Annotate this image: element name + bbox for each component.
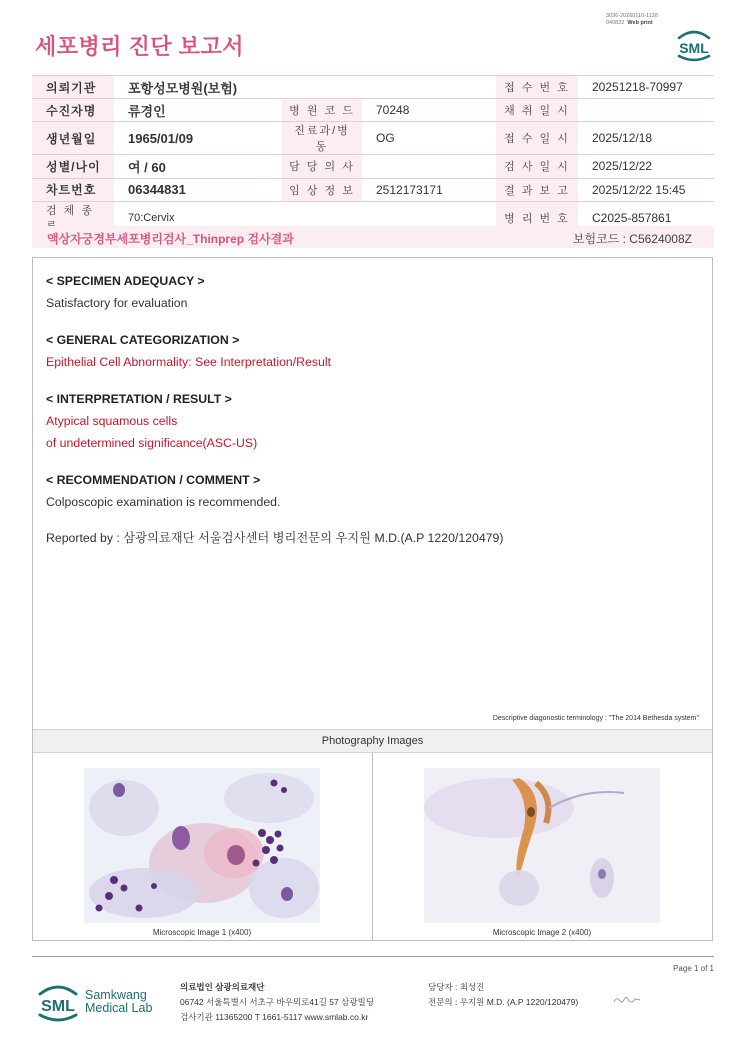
microscopic-image-1 bbox=[84, 768, 320, 923]
info-row bbox=[32, 122, 714, 155]
label-result-report: 결 과 보 고 bbox=[496, 178, 578, 201]
value-receipt-number: 20251218-70997 bbox=[578, 76, 714, 99]
insurance-code: 보험코드 : C5624008Z bbox=[572, 232, 692, 246]
value-department: OG bbox=[362, 122, 496, 155]
photo-section-header: Photography Images bbox=[33, 729, 712, 753]
recommendation-header: < RECOMMENDATION / COMMENT > bbox=[46, 473, 261, 487]
report-title: 세포병리 진단 보고서 bbox=[35, 34, 244, 59]
value-patient-name: 류경인 bbox=[114, 99, 282, 122]
label-pathology-number: 병 리 번 호 bbox=[496, 201, 578, 234]
info-row bbox=[32, 178, 714, 201]
specialist: 전문의 : 우지원 M.D. (A.P 1220/120479) bbox=[428, 997, 579, 1007]
patient-info-table bbox=[32, 75, 714, 235]
value-pathology-number: C2025-857861 bbox=[578, 201, 714, 234]
label-birth-date: 생년월일 bbox=[32, 122, 114, 155]
report-body bbox=[46, 270, 503, 549]
interpretation-line-2: of undetermined significance(ASC-US) bbox=[46, 436, 258, 450]
label-hospital-code: 병 원 코 드 bbox=[282, 99, 362, 122]
org-address: 06742 서울특별시 서초구 바우뫼로41길 57 삼광빌딩 bbox=[180, 997, 374, 1007]
sml-logo-icon bbox=[674, 25, 714, 63]
label-department: 진료과/병동 bbox=[282, 122, 362, 155]
value-clinical-info: 2512173171 bbox=[362, 178, 496, 201]
label-receipt-number: 접 수 번 호 bbox=[496, 76, 578, 99]
photo-divider bbox=[372, 753, 373, 941]
info-row bbox=[32, 155, 714, 178]
caption-image-1: Microscopic Image 1 (x400) bbox=[152, 928, 252, 937]
terminology-note: Descriptive diagonostic terminology : "The 2014 Bethesda system" bbox=[492, 715, 699, 722]
value-sex-age: 여 / 60 bbox=[114, 155, 282, 178]
label-sex-age: 성별/나이 bbox=[32, 155, 114, 178]
org-contact: 검사기관 11365200 T 1661-5117 www.smlab.co.kr bbox=[180, 1012, 369, 1022]
footer-organization bbox=[180, 980, 374, 1025]
signature-icon bbox=[612, 994, 642, 1006]
print-code-line2: 040822 Web print bbox=[606, 19, 653, 26]
svg-text:SML: SML bbox=[679, 40, 709, 56]
label-receipt-date: 접 수 일 시 bbox=[496, 122, 578, 155]
label-clinical-info: 임 상 정 보 bbox=[282, 178, 362, 201]
interpretation-line-1: Atypical squamous cells bbox=[46, 414, 178, 428]
value-test-date: 2025/12/22 bbox=[578, 155, 714, 178]
brand-line-2: Medical Lab bbox=[85, 1000, 153, 1015]
value-result-report: 2025/12/22 15:45 bbox=[578, 178, 714, 201]
value-collection-date bbox=[578, 99, 714, 122]
value-chart-number: 06344831 bbox=[114, 178, 282, 201]
value-receipt-date: 2025/12/18 bbox=[578, 122, 714, 155]
caption-image-2: Microscopic Image 2 (x400) bbox=[492, 928, 592, 937]
label-test-date: 검 사 일 시 bbox=[496, 155, 578, 178]
microscopic-image-2 bbox=[424, 768, 660, 923]
general-categorization-header: < GENERAL CATEGORIZATION > bbox=[46, 333, 240, 347]
value-birth-date: 1965/01/09 bbox=[114, 122, 282, 155]
label-requesting-institution: 의뢰기관 bbox=[32, 76, 114, 99]
info-row bbox=[32, 99, 714, 122]
org-name: 의료법인 삼광의료재단 bbox=[180, 982, 265, 992]
value-physician bbox=[362, 155, 496, 178]
test-bar bbox=[32, 226, 714, 248]
value-specimen-type: 70:Cervix bbox=[114, 201, 282, 234]
value-requesting-institution: 포항성모병원(보험) bbox=[114, 76, 282, 99]
label-physician: 담 당 의 사 bbox=[282, 155, 362, 178]
interpretation-header: < INTERPRETATION / RESULT > bbox=[46, 392, 232, 406]
footer-staff bbox=[428, 980, 578, 1010]
print-code-line1: 3036-20260110-1138 bbox=[606, 13, 658, 19]
label-collection-date: 채 취 일 시 bbox=[496, 99, 578, 122]
label-patient-name: 수진자명 bbox=[32, 99, 114, 122]
specimen-adequacy-header: < SPECIMEN ADEQUACY > bbox=[46, 274, 205, 288]
general-categorization-text: Epithelial Cell Abnormality: See Interpretation/Result bbox=[46, 355, 332, 369]
svg-text:SML: SML bbox=[41, 998, 75, 1015]
report-box bbox=[32, 257, 713, 941]
test-name: 액상자궁경부세포병리검사_Thinprep 검사결과 bbox=[47, 232, 294, 246]
value-hospital-code: 70248 bbox=[362, 99, 496, 122]
reported-by: Reported by : 삼광의료재단 서울검사센터 병리전문의 우지원 M.D.(A.P 1220/120479) bbox=[46, 531, 504, 545]
recommendation-text: Colposcopic examination is recommended. bbox=[46, 495, 281, 509]
label-specimen-type: 검 체 종 bbox=[32, 201, 114, 234]
print-code bbox=[606, 13, 658, 26]
brand-line-1: Samkwang bbox=[85, 988, 147, 1002]
info-row bbox=[32, 76, 714, 99]
label-chart-number: 차트번호 bbox=[32, 178, 114, 201]
specimen-adequacy-text: Satisfactory for evaluation bbox=[46, 296, 188, 310]
page-number: Page 1 of 1 bbox=[673, 964, 714, 973]
footer-divider bbox=[32, 956, 714, 957]
footer-brand bbox=[85, 989, 152, 1014]
sml-footer-logo-icon bbox=[36, 978, 80, 1026]
staff-in-charge: 담당자 : 최성진 bbox=[428, 982, 485, 992]
